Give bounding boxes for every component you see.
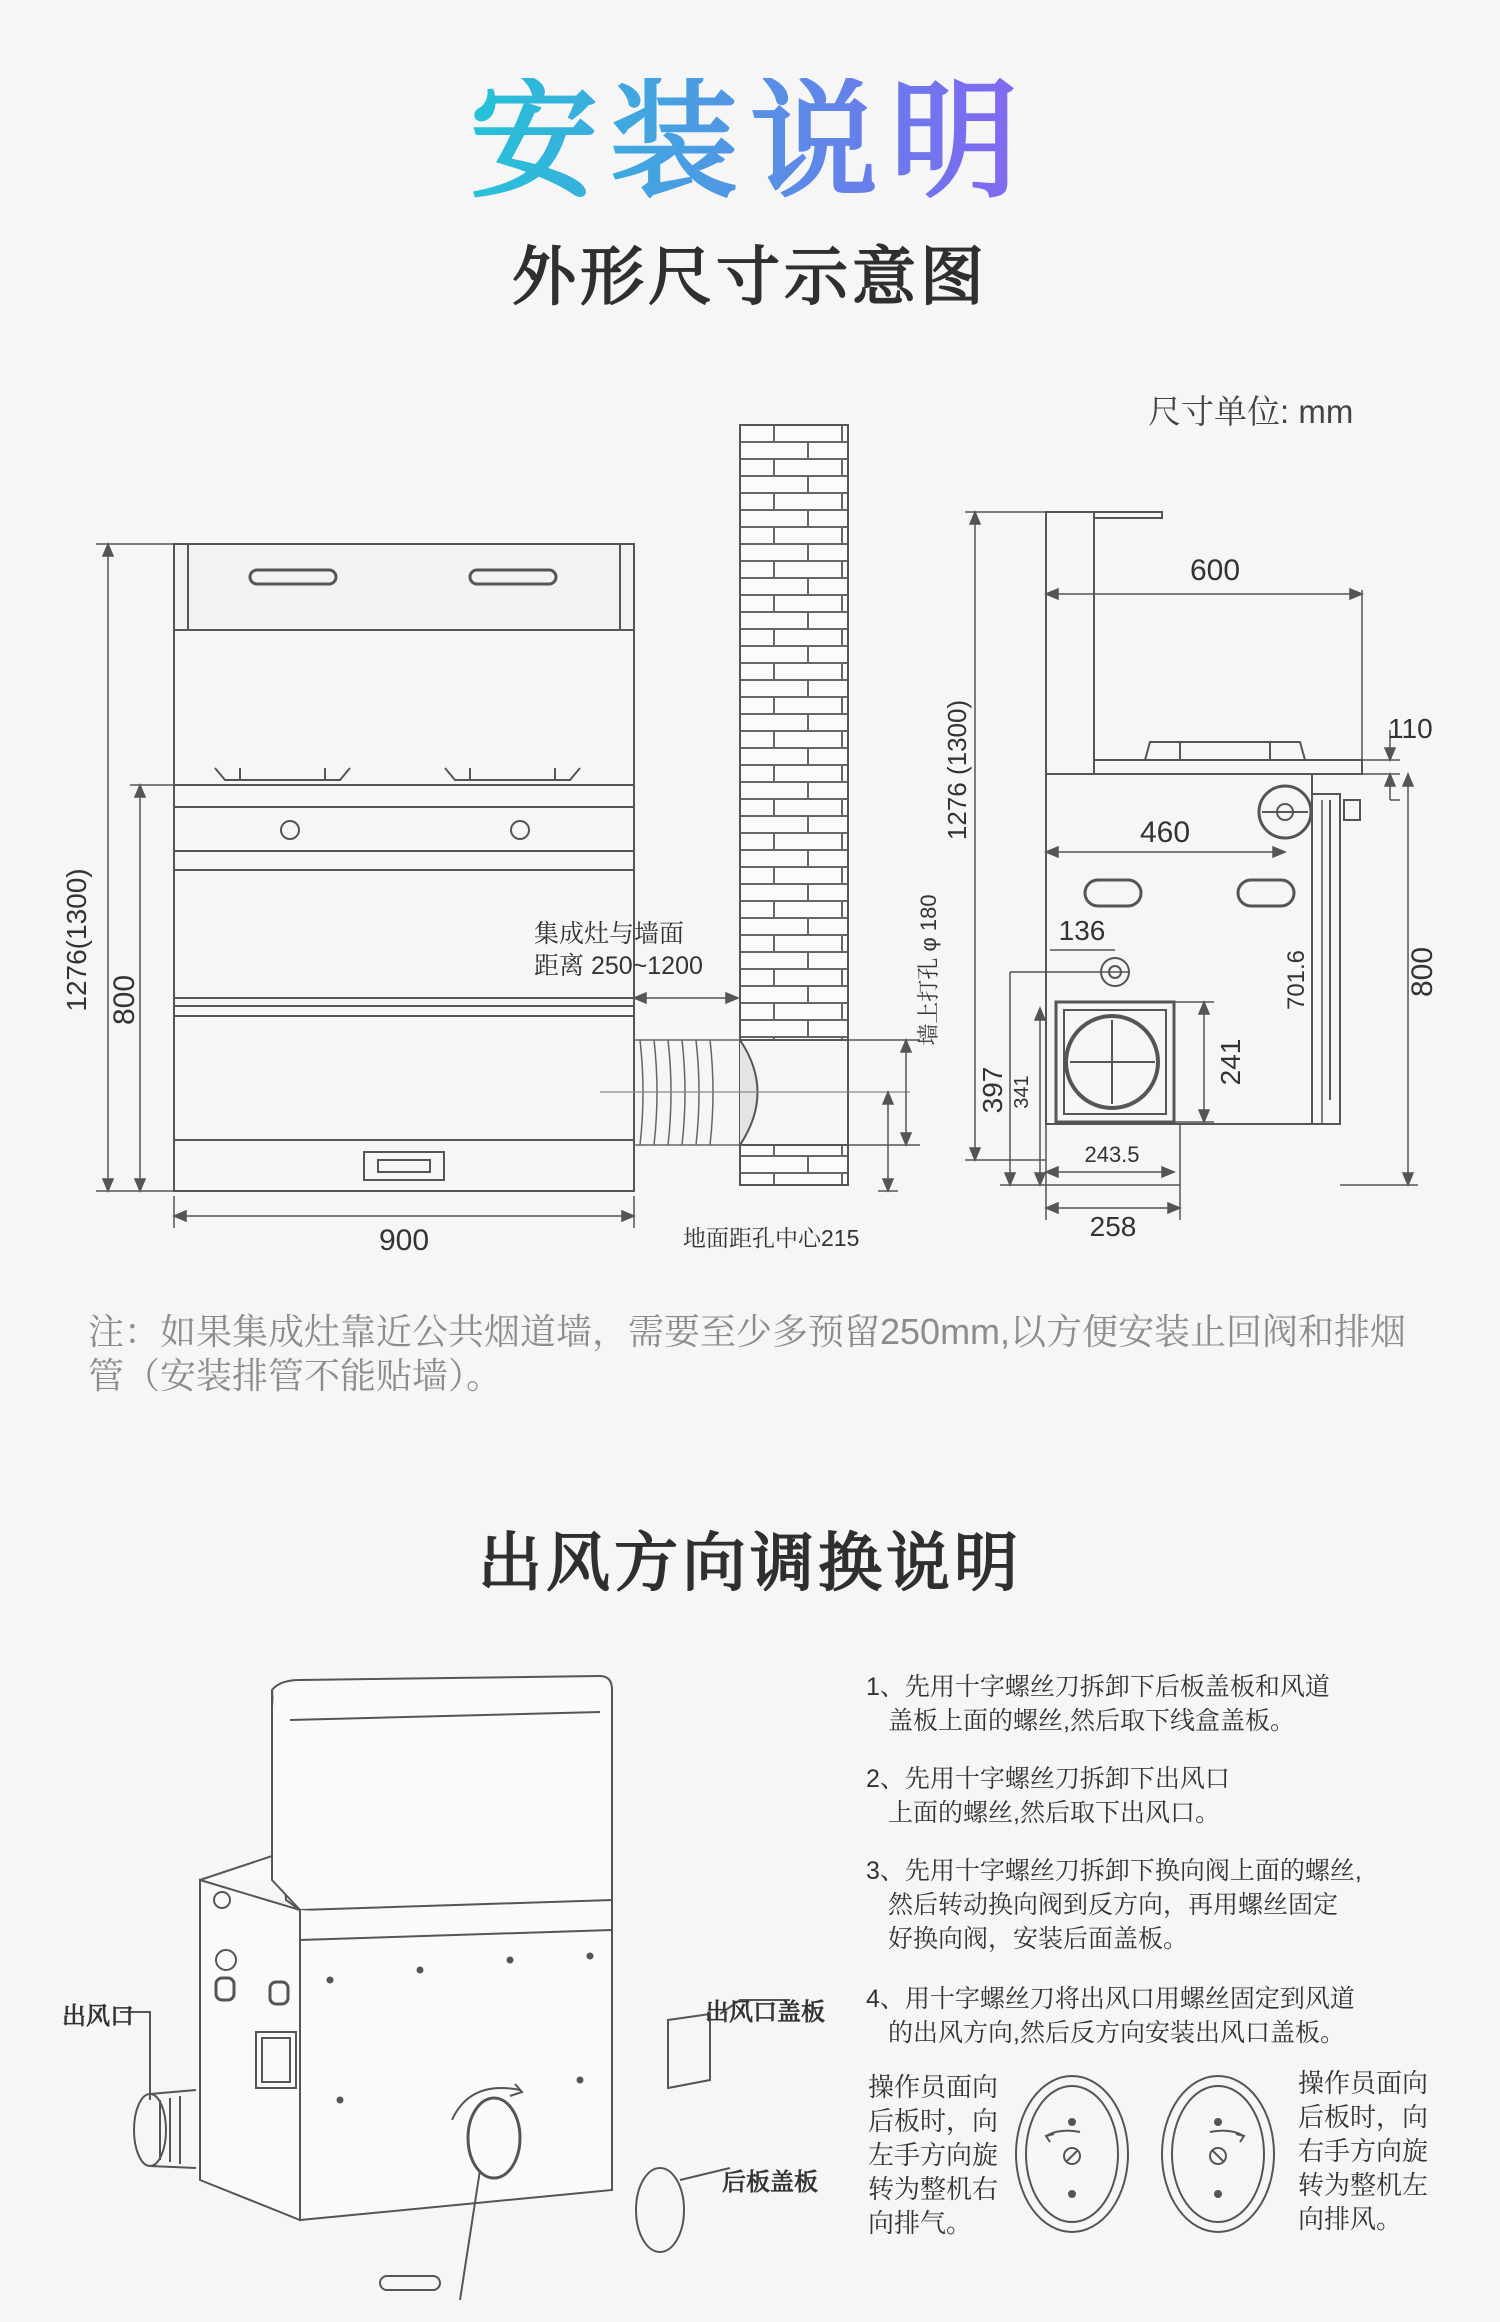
side-341: 341 <box>1011 1075 1033 1109</box>
valve-rotation-diagrams <box>1010 2070 1280 2240</box>
step-1: 1、先用十字螺丝刀拆卸下后板盖板和风道 盖板上面的螺丝,然后取下线盒盖板。 <box>866 1673 1330 1735</box>
side-height-total: 1276 (1300) <box>942 699 972 841</box>
front-height-base: 800 <box>108 974 141 1026</box>
unit-label: 尺寸单位: mm <box>1148 393 1354 430</box>
wall-distance-line1: 集成灶与墙面 <box>534 920 685 948</box>
side-offset: 110 <box>1388 713 1433 744</box>
step-4: 4、用十字螺丝刀将出风口用螺丝固定到风道 的出风方向,然后反方向安装出风口盖板。 <box>866 1985 1355 2047</box>
front-height-total: 1276(1300) <box>61 868 92 1012</box>
side-241: 241 <box>1215 1038 1246 1086</box>
page-title: 安装说明 <box>0 78 1500 206</box>
wall-distance-line2: 距离 250~1200 <box>534 952 703 980</box>
back-cover-label: 后板盖板 <box>722 2169 818 2196</box>
side-top-depth: 600 <box>1189 554 1241 587</box>
outlet-cover-label: 出风口盖板 <box>705 1999 825 2026</box>
side-397: 397 <box>977 1066 1008 1114</box>
front-width: 900 <box>378 1224 430 1257</box>
airflow-section-title: 出风方向调换说明 <box>478 1527 1022 1601</box>
side-258: 258 <box>1089 1211 1137 1242</box>
operator-right-text: 操作员面向 后板时，向 右手方向旋 转为整机左 向排风。 <box>1298 2068 1429 2234</box>
floor-center-label: 地面距孔中心215 <box>683 1225 860 1251</box>
installation-note: 注：如果集成灶靠近公共烟道墙，需要至少多预留250mm,以方便安装止回阀和排烟管（安装排管不能贴墙）。 <box>88 1311 1407 1396</box>
airflow-illustration <box>0 1660 860 2300</box>
side-2435: 243.5 <box>1084 1142 1140 1167</box>
side-136: 136 <box>1058 915 1106 946</box>
step-2: 2、先用十字螺丝刀拆卸下出风口 上面的螺丝,然后取下出风口。 <box>866 1765 1230 1827</box>
side-7016: 701.6 <box>1283 949 1310 1011</box>
dimension-section-title: 外形尺寸示意图 <box>512 241 988 315</box>
step-3: 3、先用十字螺丝刀拆卸下换向阀上面的螺丝, 然后转动换向阀到反方向，再用螺丝固定 好换向阀，安装后面盖板。 <box>866 1857 1362 1953</box>
side-height-800: 800 <box>1406 946 1439 998</box>
front-view <box>174 544 634 1191</box>
outlet-label: 出风口 <box>62 2003 134 2030</box>
operator-left-text: 操作员面向 后板时，向 左手方向旋 转为整机右 向排气。 <box>868 2072 999 2238</box>
side-depth-460: 460 <box>1139 816 1191 849</box>
wall-hole-label: 墙上打孔 φ 180 <box>916 894 941 1046</box>
